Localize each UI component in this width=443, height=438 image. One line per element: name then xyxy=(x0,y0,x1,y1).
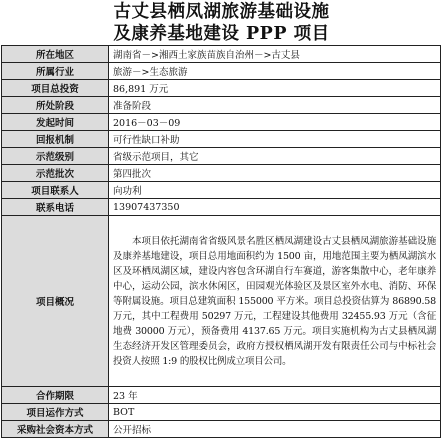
row-label-demo-batch: 示范批次 xyxy=(2,165,109,182)
row-label-operation-mode: 项目运作方式 xyxy=(2,404,109,421)
row-value-contact: 向功利 xyxy=(109,182,441,199)
title-line-2: 及康养基地建设 PPP 项目 xyxy=(113,24,330,44)
row-label-phone: 联系电话 xyxy=(2,199,109,216)
page-title xyxy=(0,0,443,44)
table-row xyxy=(2,97,441,114)
row-label-overview: 项目概况 xyxy=(2,216,109,387)
row-label-start-date: 发起时间 xyxy=(2,114,109,131)
row-value-term: 23 年 xyxy=(109,387,441,404)
row-value-industry: 旅游－>生态旅游 xyxy=(109,63,441,80)
row-label-region: 所在地区 xyxy=(2,46,109,63)
table-row xyxy=(2,421,441,438)
title-line-1: 古丈县栖凤湖旅游基础设施 xyxy=(113,2,330,22)
row-value-phone: 13907437350 xyxy=(109,199,441,216)
row-label-return-mechanism: 回报机制 xyxy=(2,131,109,148)
row-label-total-investment: 项目总投资 xyxy=(2,80,109,97)
row-value-start-date: 2016－03－09 xyxy=(109,114,441,131)
table-row xyxy=(2,46,441,63)
row-value-return-mechanism: 可行性缺口补助 xyxy=(109,131,441,148)
row-label-procurement: 采购社会资本方式 xyxy=(2,421,109,438)
row-label-term: 合作期限 xyxy=(2,387,109,404)
table-row xyxy=(2,182,441,199)
row-value-region: 湖南省－>湘西土家族苗族自治州－>古丈县 xyxy=(109,46,441,63)
row-value-stage: 准备阶段 xyxy=(109,97,441,114)
table-row xyxy=(2,404,441,421)
project-info-table xyxy=(1,45,441,438)
table-row xyxy=(2,131,441,148)
row-value-demo-level: 省级示范项目，其它 xyxy=(109,148,441,165)
row-value-operation-mode: BOT xyxy=(109,404,441,421)
table-row xyxy=(2,63,441,80)
table-row xyxy=(2,114,441,131)
table-row-overview xyxy=(2,216,441,387)
table-row xyxy=(2,199,441,216)
table-row xyxy=(2,165,441,182)
row-label-contact: 项目联系人 xyxy=(2,182,109,199)
row-value-overview: 本项目依托湖南省省级风景名胜区栖凤湖建设古丈县栖凤湖旅游基础设施及康养基地建设，项目总用地面积约为 1500 亩，用地范围主要为栖凤湖滨水区及环栖凤湖区域，建设内容包含环湖自行车赛道，游客集散中心，老年康养中心，运动公园，滨水休闲区，田园观光体验区及景区室外水电、消防、环保等附属设施。项目总建筑面积 155000 平方米。项目总投资估算为 86890.58 万元，其中工程费用 50297 万元，工程建设其他费用 32455.93 万元（含征地费 30000 万元），预备费用 4137.65 万元。项目实施机构为古丈县栖凤湖生态经济开发区管理委员会，政府方授权栖凤湖开发有限责任公司与中标社会投资人按照 1:9 的股权比例成立项目公司。 xyxy=(109,216,441,387)
table-row xyxy=(2,80,441,97)
row-value-total-investment: 86,891 万元 xyxy=(109,80,441,97)
row-value-procurement: 公开招标 xyxy=(109,421,441,438)
row-label-industry: 所属行业 xyxy=(2,63,109,80)
table-row xyxy=(2,148,441,165)
row-label-stage: 所处阶段 xyxy=(2,97,109,114)
row-label-demo-level: 示范级别 xyxy=(2,148,109,165)
row-value-demo-batch: 第四批次 xyxy=(109,165,441,182)
table-row xyxy=(2,387,441,404)
